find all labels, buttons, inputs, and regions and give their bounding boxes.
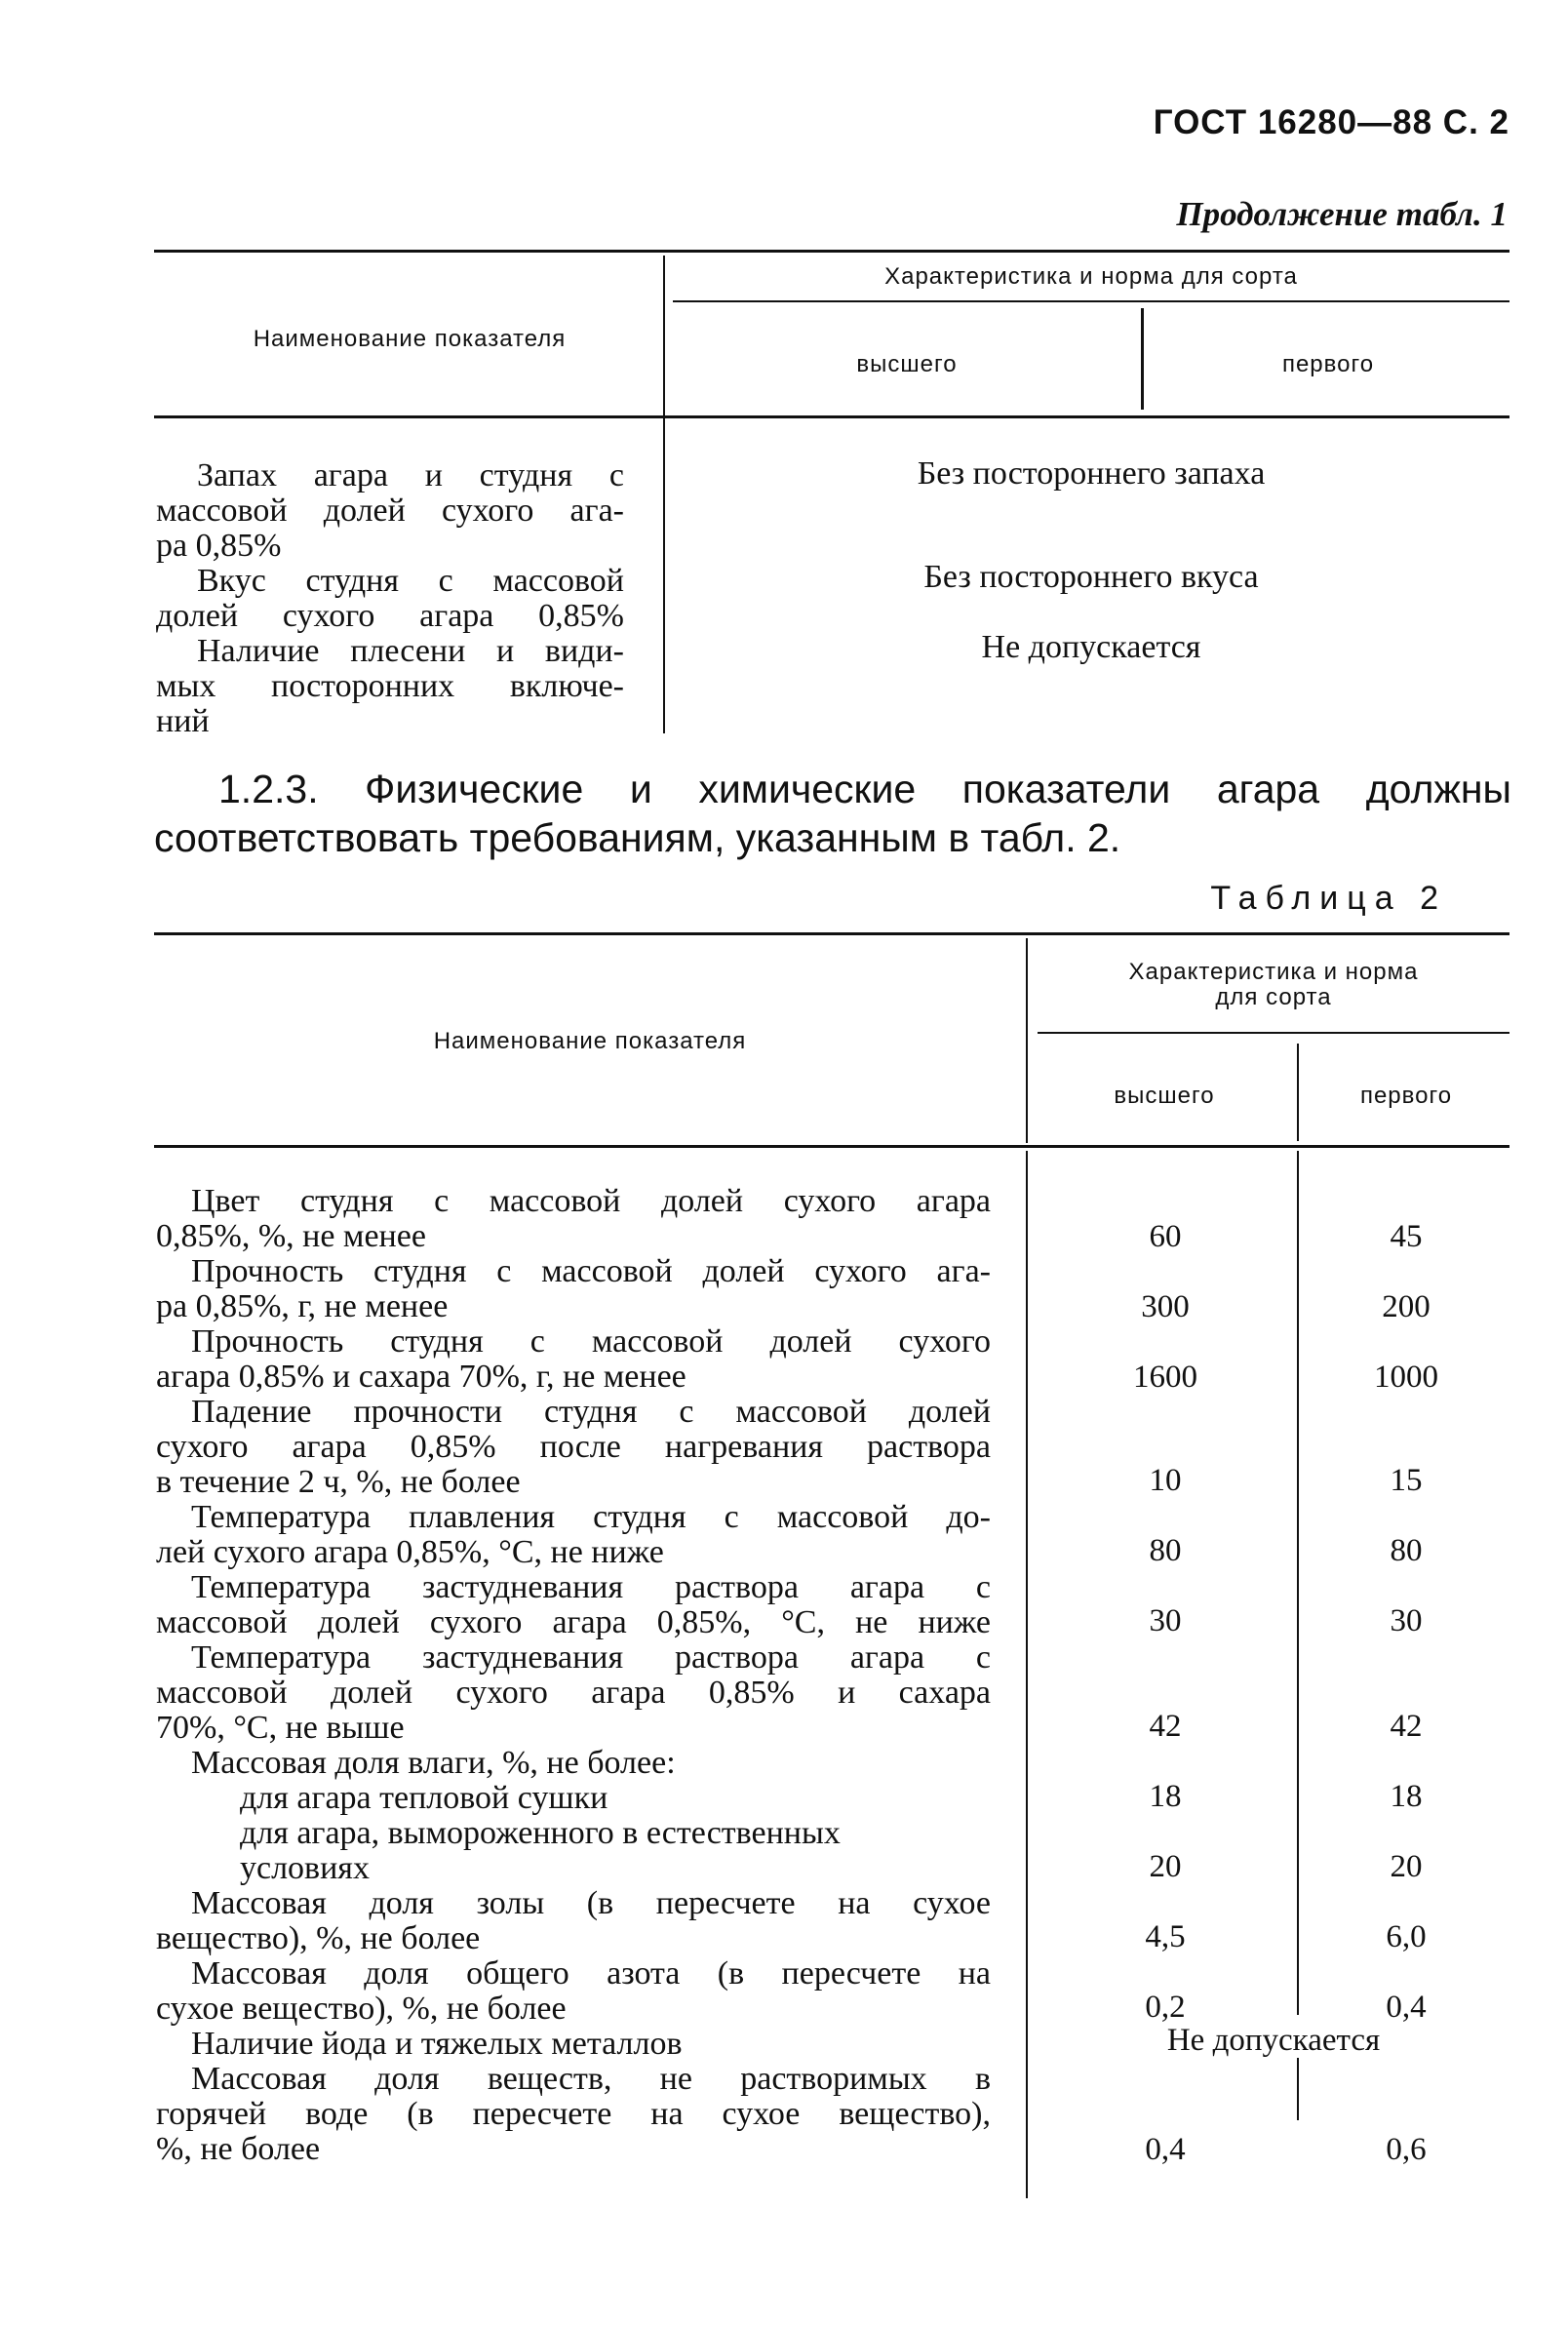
table2-row-indicator: для агара, вымороженного в естественных условиях (240, 1815, 841, 1886)
table2-row-indicator: Температура застудневания раствора агара с массовой долей сухого агара 0,85%, °С, не ниже (156, 1569, 991, 1640)
table2-row-indicator: Массовая доля влаги, %, не более: (191, 1745, 676, 1781)
table2-grade-divider-body (1297, 1151, 1299, 2015)
section-paragraph: 1.2.3. Физические и химические показатели агара должны соответствовать требованиям, указанным в табл. 2. (154, 767, 1511, 860)
table1-row-indicator: Наличие плесени и види- мых посторонних включе- (156, 633, 624, 704)
table2-grade-divider-body-lower (1297, 2058, 1299, 2120)
table2-top-rule (154, 932, 1509, 935)
table2-value-first: 30 (1390, 1603, 1423, 1638)
table2-row-indicator: 70%, °С, не выше (156, 1710, 405, 1746)
table1-header-indicator: Наименование показателя (253, 326, 567, 352)
table2-value-top: 300 (1141, 1289, 1190, 1324)
table2-header-grade-first: первого (1359, 1083, 1453, 1109)
table2-value-top: 42 (1149, 1709, 1182, 1744)
table2-value-first: 80 (1390, 1533, 1423, 1568)
table2-group-rule (1038, 1032, 1509, 1034)
table2-header-group: Характеристика и норма для сорта (1128, 959, 1419, 1010)
table2-row-indicator: Массовая доля веществ, не растворимых в горячей воде (в пересчете на сухое вещество), (156, 2061, 991, 2132)
table1-column-divider (663, 256, 665, 733)
table2-value-first: 20 (1390, 1849, 1423, 1884)
table1-top-rule (154, 250, 1509, 253)
table2-value-first: 1000 (1374, 1360, 1438, 1395)
table2-value-first: 200 (1382, 1289, 1431, 1324)
table2-header-bottom-rule (154, 1145, 1509, 1148)
table2-row-indicator: вещество), %, не более (156, 1920, 481, 1956)
table2-caption: Таблица 2 (1210, 880, 1447, 917)
table2-row-indicator: в течение 2 ч, %, не более (156, 1464, 521, 1500)
table1-row-value: Без постороннего вкуса (923, 559, 1259, 595)
table2-value-top: 0,2 (1145, 1990, 1186, 2025)
table2-value-top: 60 (1149, 1219, 1182, 1254)
table2-row-indicator: Массовая доля золы (в пересчете на сухое (191, 1885, 991, 1921)
table2-value-first: 0,4 (1386, 1990, 1427, 2025)
table2-row-indicator: 0,85%, %, не менее (156, 1218, 426, 1254)
table2-value-top: 80 (1149, 1533, 1182, 1568)
table1-row-indicator-end: ра 0,85% (156, 528, 282, 564)
table2-value-top: 30 (1149, 1603, 1182, 1638)
table1-continuation-label: Продолжение табл. 1 (1176, 195, 1508, 233)
table2-row-indicator: ра 0,85%, г, не менее (156, 1288, 449, 1324)
table2-header-indicator: Наименование показателя (433, 1028, 747, 1054)
table2-row-indicator: %, не более (156, 2131, 321, 2167)
table2-value-top: 4,5 (1145, 1919, 1186, 1954)
table2-row-indicator: сухое вещество), %, не более (156, 1991, 567, 2027)
table2-value-first: 18 (1390, 1779, 1423, 1814)
table2-value-first: 45 (1390, 1219, 1423, 1254)
table1-group-rule (673, 300, 1509, 302)
table1-header-group: Характеристика и норма для сорта (884, 263, 1298, 290)
table1-header-grade-first: первого (1281, 351, 1375, 377)
table1-header-grade-top: высшего (856, 351, 958, 377)
table2-value-top: 18 (1149, 1779, 1182, 1814)
table2-row-indicator: Цвет студня с массовой долей сухого агара (191, 1183, 991, 1219)
table2-value-top: 10 (1149, 1463, 1182, 1498)
table2-row-indicator: Прочность студня с массовой долей сухого ага- (191, 1253, 991, 1289)
table2-row-indicator: агара 0,85% и сахара 70%, г, не менее (156, 1359, 686, 1395)
table2-row-indicator: Наличие йода и тяжелых металлов (191, 2026, 683, 2062)
table1-grade-divider (1141, 308, 1144, 410)
table2-value-top: 1600 (1133, 1360, 1197, 1395)
table2-row-indicator: Температура плавления студня с массовой до- (191, 1499, 991, 1535)
table2-row-indicator: Массовая доля общего азота (в пересчете на (191, 1955, 991, 1992)
table2-value-top: 0,4 (1145, 2132, 1186, 2167)
table2-header-grade-top: высшего (1114, 1083, 1215, 1109)
table1-row-indicator-end: ний (156, 703, 210, 739)
table2-value-first: 42 (1390, 1709, 1423, 1744)
table2-grade-divider-header (1297, 1044, 1299, 1141)
table2-row-indicator: лей сухого агара 0,85%, °С, не ниже (156, 1534, 664, 1570)
table1-row-indicator: Запах агара и студня с массовой долей сухого ага- (156, 457, 624, 529)
table2-row-indicator: Падение прочности студня с массовой долей сухого агара 0,85% после нагревания раствора (156, 1394, 991, 1465)
table2-row-indicator: для агара тепловой сушки (240, 1780, 608, 1816)
table2-row-indicator: Прочность студня с массовой долей сухого (191, 1323, 991, 1360)
table1-header-bottom-rule (154, 415, 1509, 418)
document-id: ГОСТ 16280—88 С. 2 (1153, 103, 1509, 141)
table1-row-value: Не допускается (981, 629, 1201, 665)
table2-value-merged: Не допускается (1166, 2023, 1381, 2058)
table2-body-divider (1026, 1151, 1028, 2198)
table1-row-indicator: Вкус студня с массовой долей сухого агара 0,85% (156, 563, 624, 634)
table1-row-value: Без постороннего запаха (917, 455, 1266, 492)
table2-value-first: 6,0 (1386, 1919, 1427, 1954)
table2-value-first: 0,6 (1386, 2132, 1427, 2167)
table2-column-divider (1026, 938, 1028, 1143)
table2-value-first: 15 (1390, 1463, 1423, 1498)
table2-row-indicator: Температура застудневания раствора агара с массовой долей сухого агара 0,85% и сахара (156, 1639, 991, 1711)
table2-value-top: 20 (1149, 1849, 1182, 1884)
